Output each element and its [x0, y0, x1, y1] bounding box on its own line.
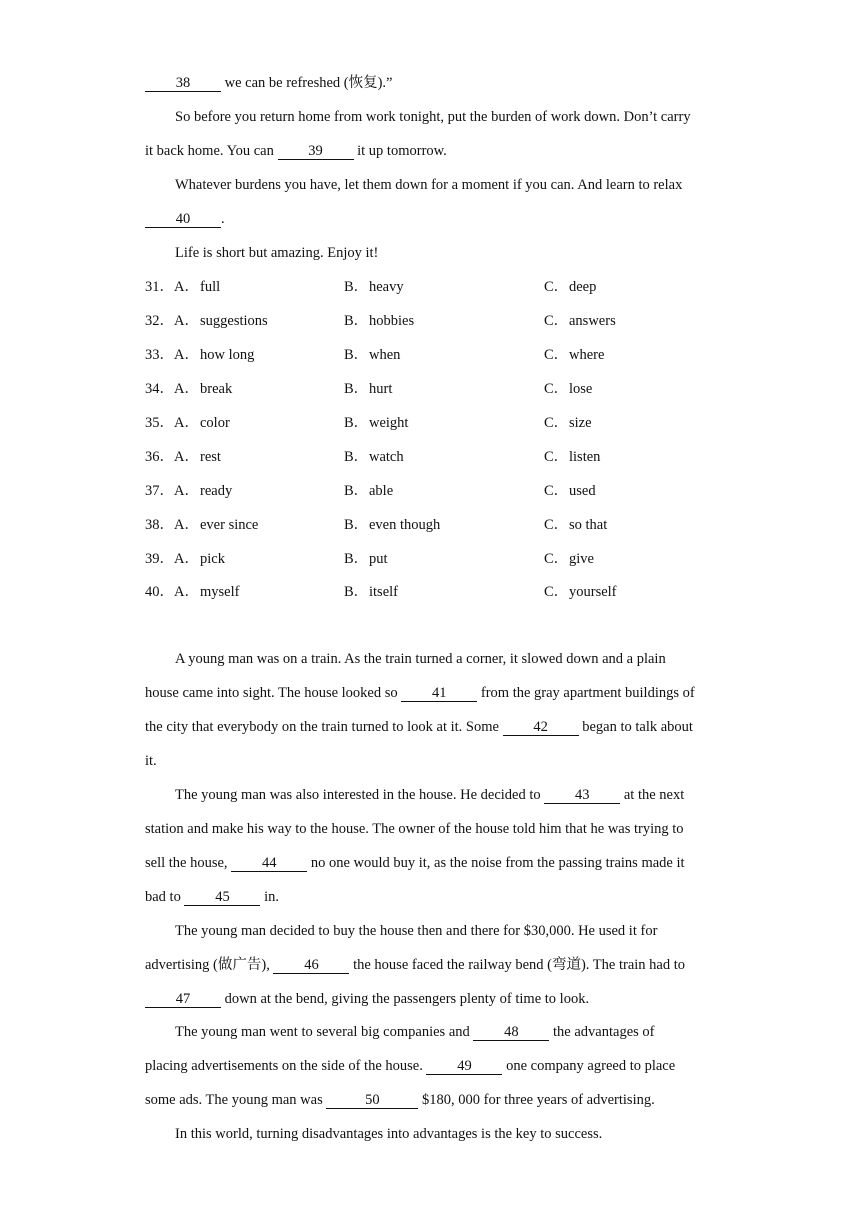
option-a[interactable]: full: [200, 279, 221, 295]
blank-46[interactable]: 46: [273, 957, 349, 974]
blank-43[interactable]: 43: [544, 787, 620, 804]
option-a[interactable]: how long: [200, 347, 255, 363]
option-a[interactable]: color: [200, 415, 230, 431]
passage1-line: Whatever burdens you have, let them down for a moment if you can. And learn to relax: [175, 177, 683, 193]
passage2-line: The young man decided to buy the house then and there for $30,000. He used it for: [175, 923, 658, 939]
passage1-line: 40 .: [145, 202, 725, 236]
passage2-line: In this world, turning disadvantages into advantages is the key to success.: [175, 1126, 603, 1142]
passage2-line: some ads. The young man was 50 $180, 000 for three years of advertising.: [145, 1092, 655, 1108]
option-b[interactable]: watch: [369, 449, 404, 465]
option-c[interactable]: deep: [569, 279, 597, 295]
option-c[interactable]: give: [569, 551, 594, 567]
option-c[interactable]: used: [569, 483, 596, 499]
blank-42[interactable]: 42: [503, 719, 579, 736]
option-a[interactable]: pick: [200, 551, 225, 567]
passage2-line: the city that everybody on the train turned to look at it. Some 42 began to talk about: [145, 719, 693, 735]
option-a[interactable]: ready: [200, 483, 233, 499]
passage1-line: 38 we can be refreshed (恢复).”: [145, 66, 725, 100]
option-a[interactable]: myself: [200, 584, 240, 600]
passage2-line: 47 down at the bend, giving the passengers plenty of time to look.: [145, 982, 725, 1016]
blank-38[interactable]: 38: [145, 75, 221, 92]
passage2-line: placing advertisements on the side of the house. 49 one company agreed to place: [145, 1058, 676, 1074]
option-c[interactable]: lose: [569, 381, 593, 397]
option-a[interactable]: suggestions: [200, 313, 268, 329]
passage2-line: A young man was on a train. As the train turned a corner, it slowed down and a plain: [175, 651, 666, 667]
option-c[interactable]: where: [569, 347, 605, 363]
passage2-line: advertising (做广告), 46 the house faced the railway bend (弯道). The train had to: [145, 957, 686, 973]
option-b[interactable]: even though: [369, 517, 441, 533]
option-b[interactable]: hurt: [369, 381, 393, 397]
option-c[interactable]: listen: [569, 449, 601, 465]
blank-40[interactable]: 40: [145, 211, 221, 228]
option-b[interactable]: put: [369, 551, 388, 567]
passage1-line: it back home. You can 39 it up tomorrow.: [145, 143, 447, 159]
document-page: 38 we can be refreshed (恢复).” So before you return home from work tonight, put the burden of work down. Don’t carry it back home. You can 39 it up tomorrow. Whatever burdens you have, let them down for a moment if you can. And learn to relax 40 . Life is short but amazing. Enjoy it! 31．A． full B． heavy C． deep 32．A． suggestions B． hobbies C． answers 33．A． how long B． when C． where 34．A． break B． hurt C． lose 35．A． color B． weight C． size 36．A． rest B． watch C． listen 37．A． ready B． able C． used 38．A． ever since B． even though C． so that 39．A． pick B． put C． give 40．A． myself B． itself C． yourself A young man was on a train. As the train turned a corner, it slowed down and a plain house came into sight. The house looked so 41 from the gray apartment buildings of the city that everybody on the train turned to look at it. Some 42 began to talk about it. The young man was also interested in the house. He decided to 43 at the next station and make his way to the house. The owner of the house told him that he was trying to sell the house, 44 no one would buy it, as the noise from the passing trains made it bad to 45 in. The young man decided to buy the house then and there for $30,000. He used it for advertising (做广告), 46 the house faced the railway bend (弯道). The train had to 47 down at the bend, giving the passengers plenty of time to look. The young man went to several big companies and 48 the advantages of placing advertisements on the side of the house. 49 one company agreed to place some ads. The young man was 50 $180, 000 for three years of advertising. In this world, turning disadvantages into advantages is the key to success.: [0, 0, 860, 1216]
passage2-line: it.: [145, 753, 157, 769]
option-c[interactable]: so that: [569, 517, 608, 533]
blank-39[interactable]: 39: [278, 143, 354, 160]
option-a[interactable]: break: [200, 381, 233, 397]
blank-50[interactable]: 50: [326, 1092, 418, 1109]
passage2-line: The young man was also interested in the house. He decided to 43 at the next: [175, 787, 685, 803]
passage2-line: bad to 45 in.: [145, 889, 279, 905]
option-b[interactable]: hobbies: [369, 313, 415, 329]
blank-48[interactable]: 48: [473, 1024, 549, 1041]
option-a[interactable]: ever since: [200, 517, 259, 533]
option-b[interactable]: when: [369, 347, 401, 363]
blank-47[interactable]: 47: [145, 991, 221, 1008]
passage1-line: Life is short but amazing. Enjoy it!: [175, 245, 379, 261]
option-a[interactable]: rest: [200, 449, 221, 465]
blank-41[interactable]: 41: [401, 685, 477, 702]
passage1-line: So before you return home from work tonight, put the burden of work down. Don’t carry: [175, 109, 691, 125]
passage2-line: house came into sight. The house looked so 41 from the gray apartment buildings of: [145, 685, 695, 701]
passage2-line: station and make his way to the house. The owner of the house told him that he was trying to: [145, 821, 684, 837]
blank-49[interactable]: 49: [426, 1058, 502, 1075]
option-b[interactable]: heavy: [369, 279, 404, 295]
option-c[interactable]: answers: [569, 313, 616, 329]
option-c[interactable]: size: [569, 415, 592, 431]
blank-45[interactable]: 45: [184, 889, 260, 906]
option-c[interactable]: yourself: [569, 584, 617, 600]
option-b[interactable]: able: [369, 483, 394, 499]
blank-44[interactable]: 44: [231, 855, 307, 872]
passage2-line: The young man went to several big companies and 48 the advantages of: [175, 1024, 655, 1040]
passage2-line: sell the house, 44 no one would buy it, as the noise from the passing trains made it: [145, 855, 685, 871]
option-b[interactable]: weight: [369, 415, 409, 431]
option-b[interactable]: itself: [369, 584, 398, 600]
